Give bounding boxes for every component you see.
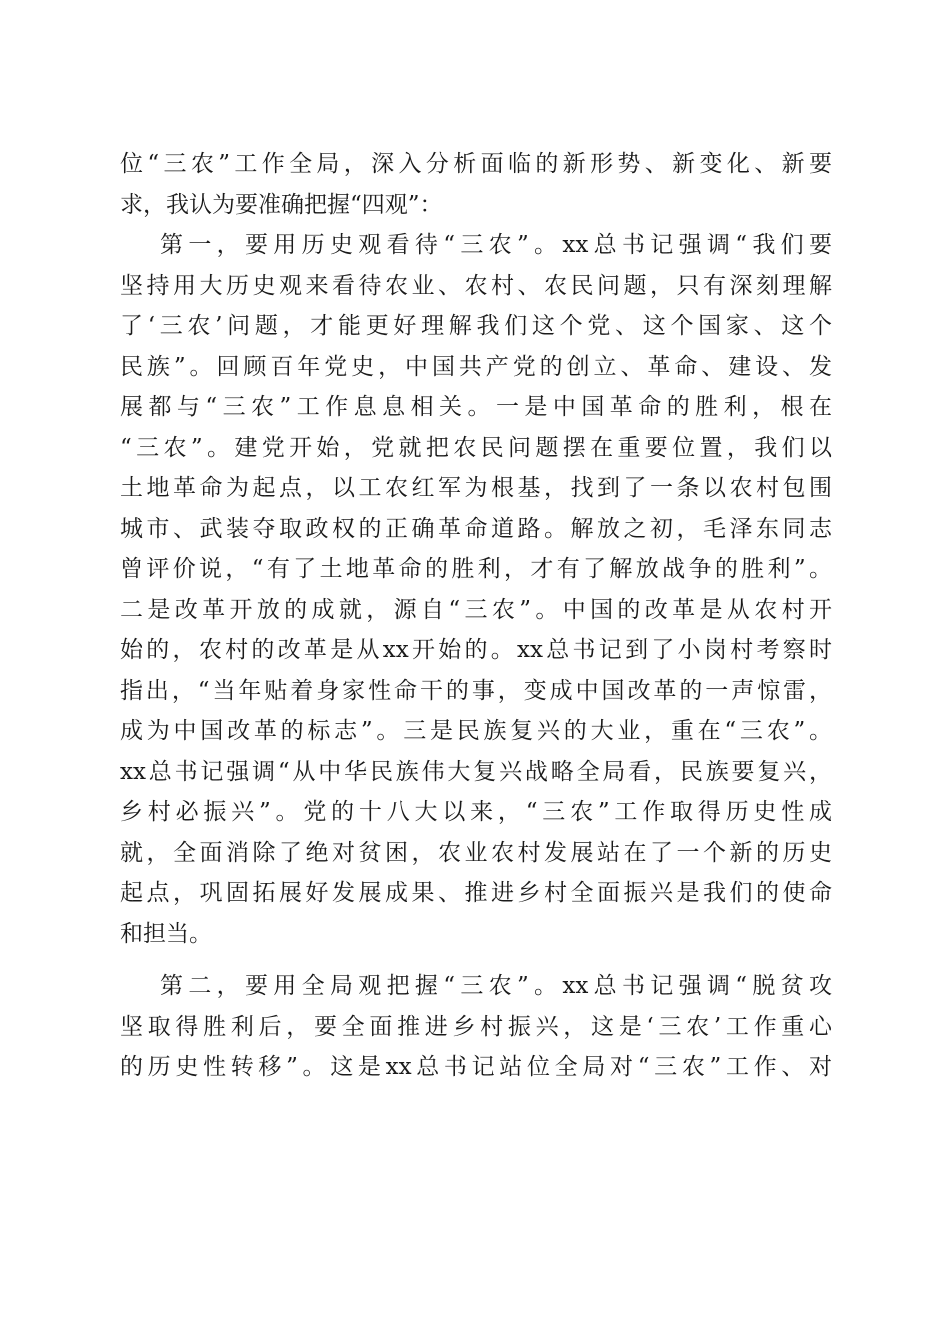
text-line: 二是改革开放的成就，源自“三农”。中国的改革是从农村开 [120, 596, 832, 623]
text-line: 始的，农村的改革是从xx开始的。xx总书记到了小岗村考察时 [120, 637, 832, 663]
text-line: 成为中国改革的标志”。三是民族复兴的大业，重在“三农”。 [120, 718, 832, 744]
text-line: 第一，要用历史观看待“三农”。xx总书记强调“我们要 [160, 232, 832, 258]
text-line: 求，我认为要准确把握“四观”： [120, 191, 443, 218]
paragraph-overall-view [120, 966, 832, 1088]
text-line: 坚持用大历史观来看待农业、农村、农民问题，只有深刻理解 [120, 272, 832, 299]
paragraph-history-view [120, 225, 832, 954]
paragraph-spacer [120, 954, 832, 966]
body-text [120, 144, 832, 1088]
text-line: “三农”。建党开始，党就把农民问题摆在重要位置，我们以 [120, 434, 832, 461]
text-line: 坚取得胜利后，要全面推进乡村振兴，这是‘三农’工作重心 [120, 1013, 832, 1040]
text-line: 了‘三农’问题，才能更好理解我们这个党、这个国家、这个 [120, 313, 832, 339]
text-line: 乡村必振兴”。党的十八大以来，“三农”工作取得历史性成 [120, 799, 832, 825]
paragraph-intro-continuation [120, 144, 832, 225]
text-line: 民族”。回顾百年党史，中国共产党的创立、革命、建设、发 [120, 353, 832, 380]
text-line: 第二，要用全局观把握“三农”。xx总书记强调“脱贫攻 [160, 973, 832, 999]
text-line: 就，全面消除了绝对贫困，农业农村发展站在了一个新的历史 [120, 839, 832, 866]
text-line: 城市、武装夺取政权的正确革命道路。解放之初，毛泽东同志 [120, 515, 832, 542]
text-line: 土地革命为起点，以工农红军为根基，找到了一条以农村包围 [120, 475, 832, 501]
text-line: 指出，“当年贴着身家性命干的事，变成中国改革的一声惊雷， [120, 677, 832, 704]
text-line: 和担当。 [120, 920, 212, 947]
text-line: 位“三农”工作全局，深入分析面临的新形势、新变化、新要 [120, 151, 832, 177]
text-line: 起点，巩固拓展好发展成果、推进乡村全面振兴是我们的使命 [120, 880, 832, 906]
text-line: 曾评价说，“有了土地革命的胜利，才有了解放战争的胜利”。 [120, 556, 832, 582]
text-line: 的历史性转移”。这是xx总书记站位全局对“三农”工作、对 [120, 1054, 832, 1080]
text-line: 展都与“三农”工作息息相关。一是中国革命的胜利，根在 [120, 394, 832, 420]
text-line: xx总书记强调“从中华民族伟大复兴战略全局看，民族要复兴， [120, 758, 832, 785]
